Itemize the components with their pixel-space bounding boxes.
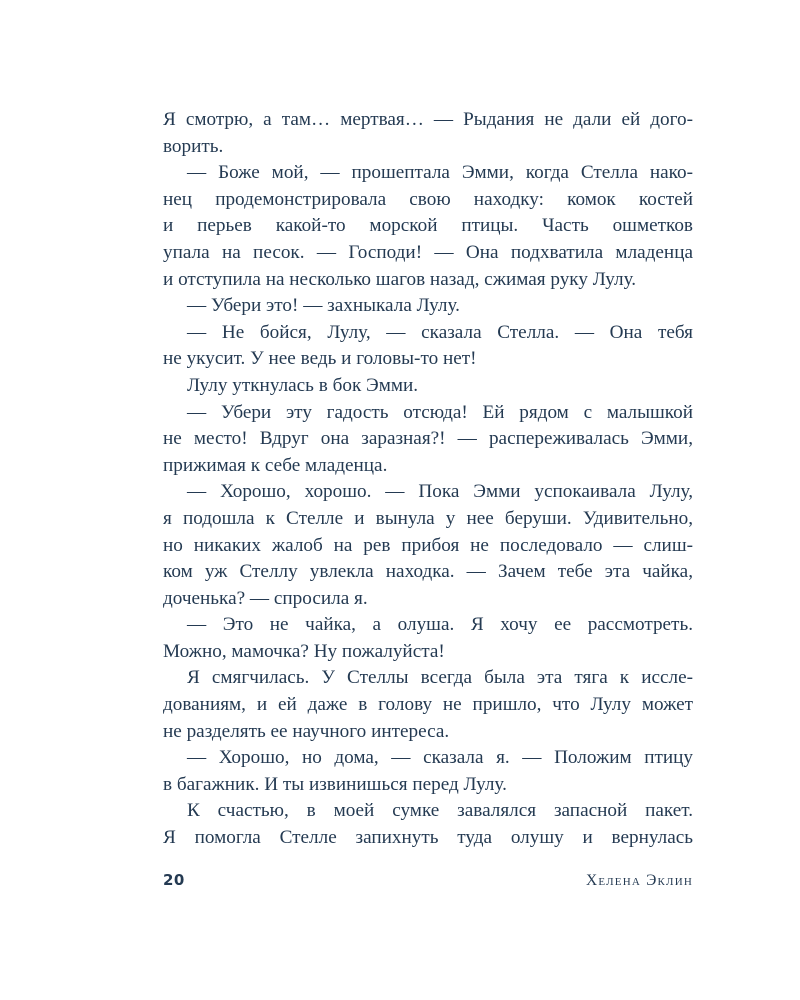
text-line: К счастью, в моей сумке завалялся запасной пакет. — [187, 800, 693, 822]
text-line: в багажник. И ты извинишься перед Лулу. — [163, 773, 507, 795]
text-line: — Боже мой, — прошептала Эмми, когда Стелла нако- — [187, 162, 693, 184]
text-line: Я смотрю, а там… мертвая… — Рыдания не дали ей дого- — [163, 109, 693, 130]
text-line: Можно, мамочка? Ну пожалуйста! — [163, 640, 445, 662]
text-line: прижимая к себе младенца. — [163, 454, 388, 476]
text-line: Я помогла Стелле запихнуть туда олушу и вернулась — [163, 827, 693, 849]
text-line: нец продемонстрировала свою находку: комок костей — [163, 188, 693, 210]
text-line: — Это не чайка, а олуша. Я хочу ее рассмотреть. — [187, 614, 693, 636]
text-line: дованиям, и ей даже в голову не пришло, что Лулу может — [163, 694, 693, 716]
text-line: не место! Вдруг она заразная?! — распереживалась Эмми, — [163, 428, 693, 450]
text-line: ворить. — [163, 135, 224, 157]
text-line: и отступила на несколько шагов назад, сжимая руку Лулу. — [163, 268, 637, 290]
text-line: — Убери это! — захныкала Лулу. — [187, 295, 460, 317]
page-body-text — [163, 107, 693, 852]
text-line: — Хорошо, хорошо. — Пока Эмми успокаивала Лулу, — [187, 481, 693, 503]
text-line: Лулу уткнулась в бок Эмми. — [187, 374, 419, 396]
text-line: не укусит. У нее ведь и головы-то нет! — [163, 348, 477, 370]
page-number: 20 — [163, 871, 185, 889]
text-line: — Убери эту гадость отсюда! Ей рядом с малышкой — [187, 401, 693, 423]
text-line: доченька? — спросила я. — [163, 587, 368, 609]
text-line: и перьев какой-то морской птицы. Часть ошметков — [163, 215, 693, 237]
text-line: — Хорошо, но дома, — сказала я. — Положим птицу — [187, 747, 693, 769]
text-line: упала на песок. — Господи! — Она подхватила младенца — [163, 241, 693, 263]
text-line: я подошла к Стелле и вынула у нее беруши. Удивительно, — [163, 507, 693, 529]
text-line: ком уж Стеллу увлекла находка. — Зачем тебе эта чайка, — [163, 561, 693, 583]
running-footer-author: Хелена Эклин — [585, 872, 693, 889]
text-line: Я смягчилась. У Стеллы всегда была эта тяга к иссле- — [187, 667, 693, 689]
text-line: — Не бойся, Лулу, — сказала Стелла. — Она тебя — [187, 321, 693, 343]
text-line: но никаких жалоб на рев прибоя не последовало — слиш- — [163, 534, 693, 556]
text-line: не разделять ее научного интереса. — [163, 720, 450, 742]
